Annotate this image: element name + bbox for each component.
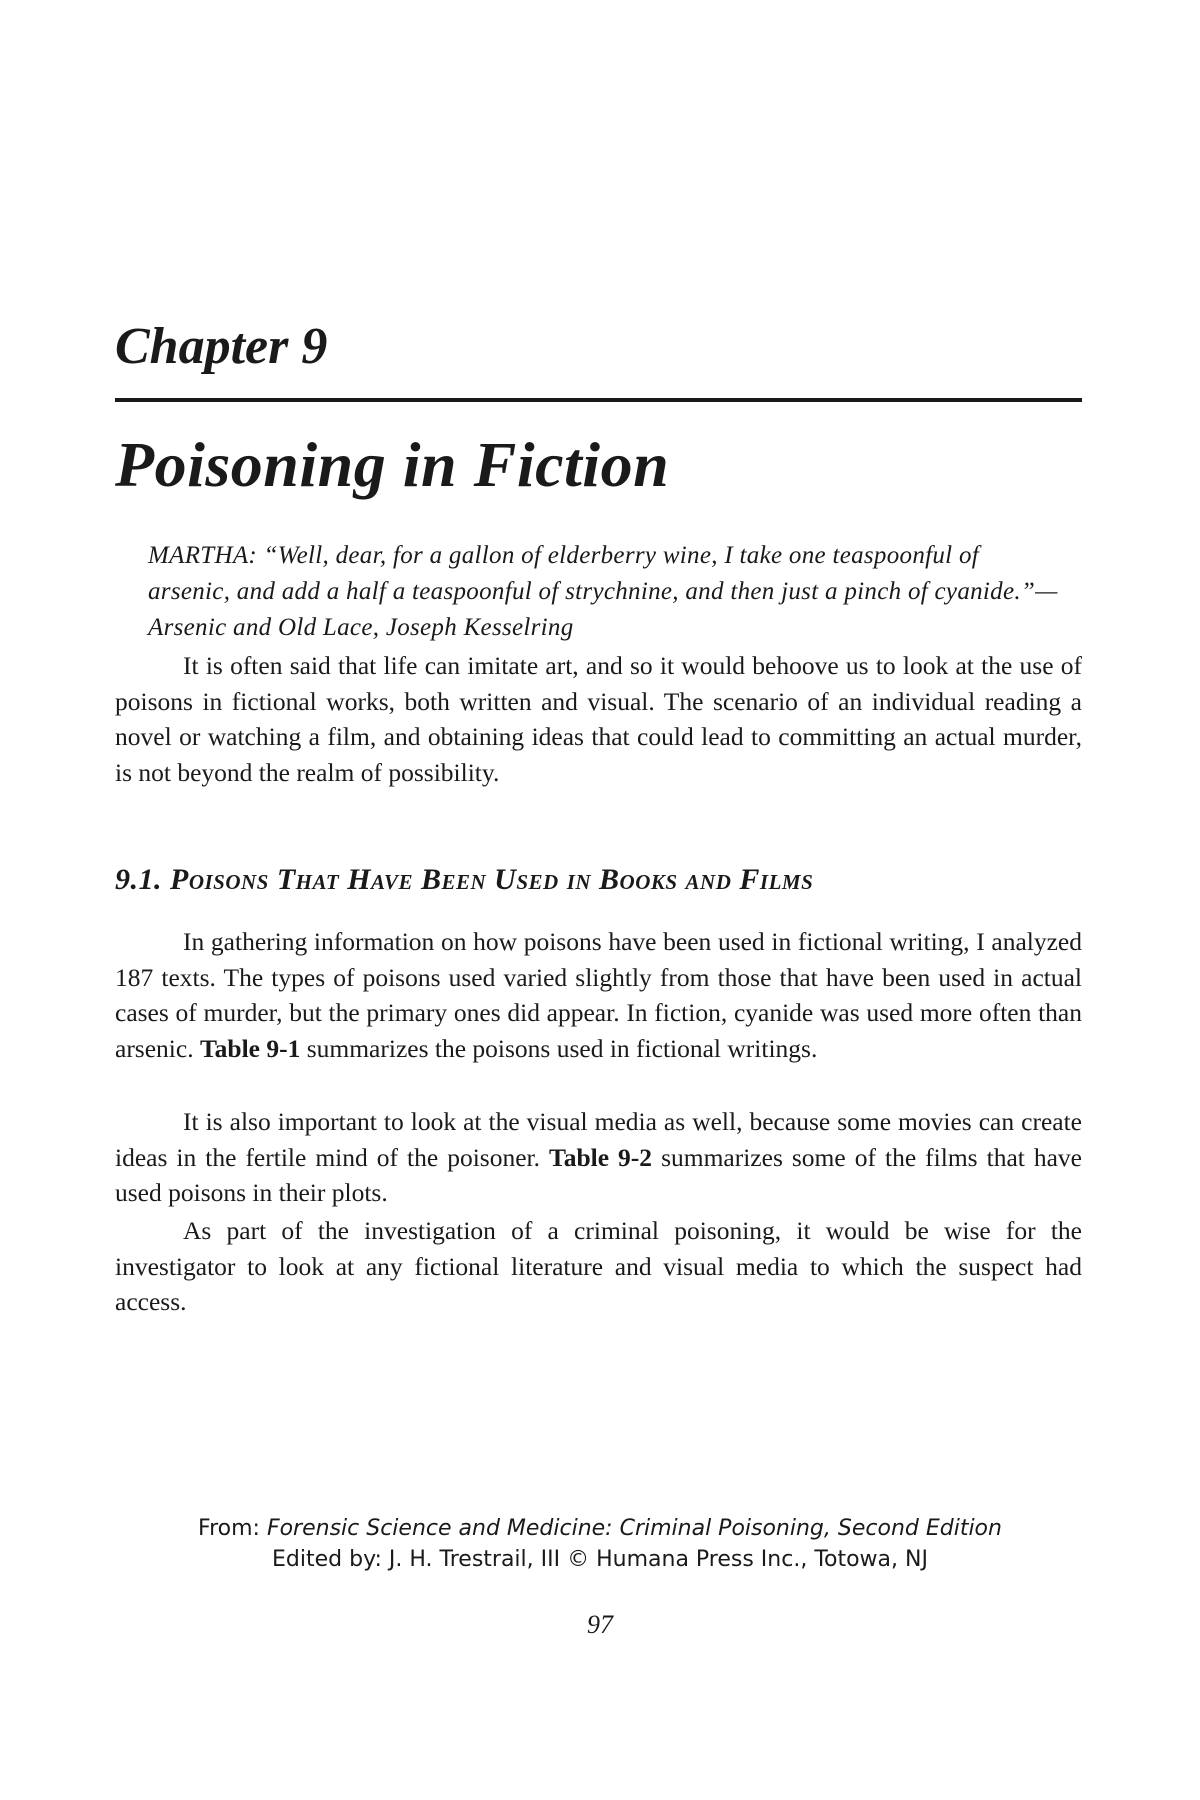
footer-editor: Edited by: J. H. Trestrail, III © Humana Press Inc., Totowa, NJ (272, 1547, 928, 1572)
footer-from-label: From: (198, 1516, 267, 1541)
table-reference-9-1[interactable]: Table 9-1 (199, 1033, 301, 1063)
epigraph-quote: MARTHA: “Well, dear, for a gallon of elderberry wine, I take one teaspoonful of arsenic, and add a half a teaspoonful of strychnine, and then just a pinch of cyanide.”—Arsenic and Old Lace, Joseph Kesselring (148, 542, 1058, 641)
paragraph-investigation: As part of the investigation of a criminal poisoning, it would be wise for the investigator to look at any fictional literature and visual media to which the suspect had access. (115, 1216, 1082, 1316)
paragraph-visual-media (115, 1104, 1082, 1211)
chapter-label: Chapter 9 (115, 318, 328, 375)
paragraph-text: In gathering information on how poisons have been used in fictional writing, I analyzed 187 texts. The types of poisons used varied slightly from those that have been used in actual cases of murder, but the primary ones did appear. In fiction, cyanide was used more often than arsenic. (115, 927, 1082, 1063)
footer-book-title: Forensic Science and Medicine: Criminal Poisoning, Second Edition (266, 1516, 1002, 1541)
chapter-title: Poisoning in Fiction (115, 429, 670, 500)
paragraph-text: summarizes some of the films that have used poisons in their plots. (115, 1142, 1083, 1207)
section-heading: 9.1. Poisons That Have Been Used in Books and Films (115, 863, 814, 896)
paragraph-text: It is also important to look at the visual media as well, because some movies can create ideas in the fertile mind of the poisoner. (115, 1107, 1082, 1172)
paragraph-text: summarizes the poisons used in fictional writings. (300, 1033, 818, 1063)
footer-source (0, 1514, 1200, 1544)
intro-paragraph: It is often said that life can imitate art, and so it would behoove us to look at the use of poisons in fictional works, both written and visual. The scenario of an individual reading a novel or watching a film, and obtaining ideas that could lead to committing an actual murder, is not beyond the realm of possibility. (115, 651, 1082, 787)
table-reference-9-2[interactable]: Table 9-2 (549, 1142, 653, 1172)
page-number: 97 (587, 1610, 613, 1639)
paragraph-texts-analysis (115, 924, 1082, 1066)
chapter-divider (115, 398, 1082, 402)
